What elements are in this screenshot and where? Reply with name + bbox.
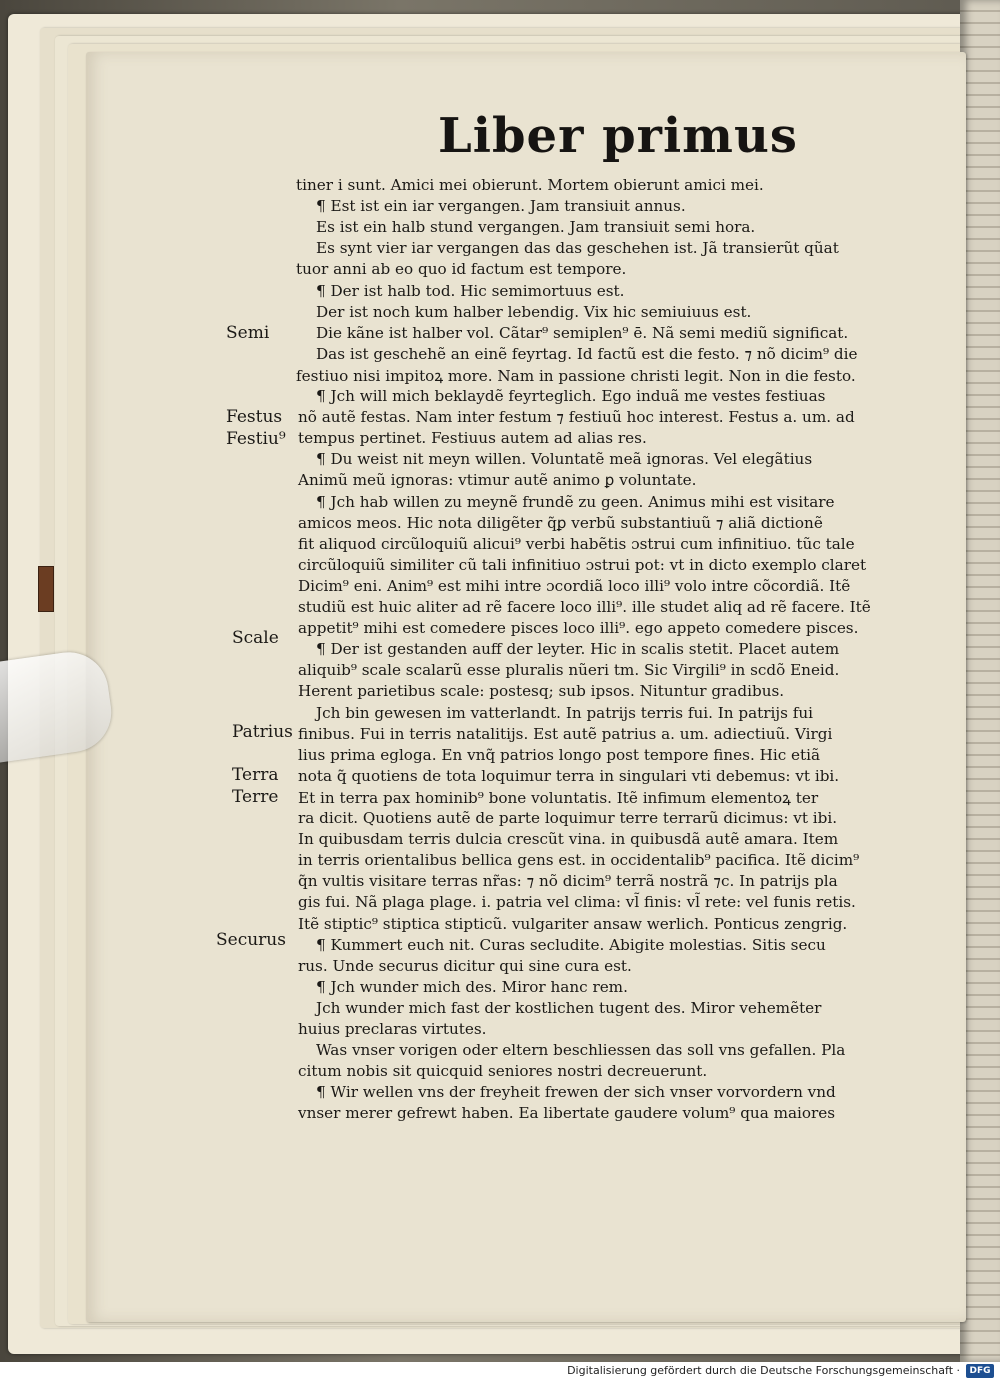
text-line: Itẽ stiptic⁹ stiptica stipticũ. vulgariter ansaw werlich. Ponticus zengrig. [298, 915, 848, 933]
text-line: tuor anni ab eo quo id factum est tempore. [296, 260, 627, 278]
text-line: gis fui. Nã plaga plage. i. patria vel clima: vl̃ finis: vl̃ rete: vel funis retis. [298, 893, 856, 911]
text-line: Es synt vier iar vergangen das das geschehen ist. Jã transierũt qũat [316, 239, 839, 257]
text-line: nõ autẽ festas. Nam inter festum ⁊ festiuũ hoc interest. Festus a. um. ad [298, 408, 855, 426]
dfg-logo: DFG [966, 1364, 994, 1378]
text-line: Et in terra pax hominib⁹ bone voluntatis. Itẽ infimum elementoꝝ ter [298, 789, 819, 807]
text-line: nota q̃ quotiens de tota loquimur terra in singulari vti debemus: vt ibi. [298, 767, 840, 785]
text-line: Dicim⁹ eni. Anim⁹ est mihi intre ɔcordiã loco illi⁹ volo intre cõcordiã. Itẽ [298, 577, 851, 595]
margin-note-semi: Semi [226, 323, 270, 343]
page-heading: Liber primus [438, 108, 798, 164]
text-line: ¶ Jch will mich beklaydẽ feyrteglich. Ego induã me vestes festiuas [316, 387, 826, 405]
text-line: Es ist ein halb stund vergangen. Jam transiuit semi hora. [316, 218, 756, 236]
margin-note-terra: Terra [232, 765, 279, 785]
text-line: amicos meos. Hic nota diligẽter q̃ꝑ verbũ substantiuũ ⁊ aliã dictionẽ [298, 514, 823, 532]
text-line: ¶ Du weist nit meyn willen. Voluntatẽ meã ignoras. Vel elegãtius [316, 450, 813, 468]
text-line: fit aliquod circũloquiũ alicui⁹ verbi habẽtis ɔstrui cum infinitiuo. tũc tale [298, 535, 855, 553]
text-line: finibus. Fui in terris natalitijs. Est autẽ patrius a. um. adiectiuũ. Virgi [298, 725, 833, 743]
text-line: studiũ est huic aliter ad rẽ facere loco illi⁹. ille studet aliq ad rẽ facere. Itẽ [298, 598, 871, 616]
text-line: ¶ Kummert euch nit. Curas secludite. Abigite molestias. Sitis secu [316, 936, 826, 954]
margin-note-securus: Securus [216, 930, 286, 950]
text-line: Das ist geschehẽ an einẽ feyrtag. Id factũ est die festo. ⁊ nõ dicim⁹ die [316, 345, 858, 363]
bookmark-tab [38, 566, 54, 612]
text-line: ¶ Jch hab willen zu meynẽ frundẽ zu geen. Animus mihi est visitare [316, 493, 835, 511]
footer [0, 1362, 1000, 1381]
footer-credit: Digitalisierung gefördert durch die Deutsche Forschungsgemeinschaft · [567, 1364, 960, 1377]
page [86, 52, 966, 1322]
text-line: Die kãne ist halber vol. Cãtar⁹ semiplen⁹ ē. Nã semi mediũ significat. [316, 324, 849, 342]
text-line: vnser merer gefrewt haben. Ea libertate gaudere volum⁹ qua maiores [298, 1104, 836, 1122]
text-line: ra dicit. Quotiens autẽ de parte loquimur terre terrarũ dicimus: vt ibi. [298, 809, 838, 827]
text-line: tempus pertinet. Festiuus autem ad alias res. [298, 429, 647, 447]
text-line: rus. Unde securus dicitur qui sine cura est. [298, 957, 632, 975]
text-line: ¶ Est ist ein iar vergangen. Jam transiuit annus. [316, 197, 686, 215]
text-line: appetit⁹ mihi est comedere pisces loco illi⁹. ego appeto comedere pisces. [298, 619, 859, 637]
text-line: festiuo nisi impitoꝝ more. Nam in passione christi legit. Non in die festo. [296, 367, 856, 385]
margin-note-festiuus: Festiu⁹ [226, 429, 286, 449]
text-line: q̃n vultis visitare terras nr̃as: ⁊ nõ dicim⁹ terrã nostrã ⁊c. In patrijs pla [298, 872, 838, 890]
text-line: ¶ Wir wellen vns der freyheit frewen der sich vnser vorvordern vnd [316, 1083, 836, 1101]
text-line: ¶ Jch wunder mich des. Miror hanc rem. [316, 978, 628, 996]
text-line: huius preclaras virtutes. [298, 1020, 487, 1038]
text-line: In quibusdam terris dulcia crescũt vina. in quibusdã autẽ amara. Item [298, 830, 839, 848]
text-line: Herent parietibus scale: postesq; sub ipsos. Nituntur gradibus. [298, 682, 785, 700]
margin-note-terre: Terre [232, 787, 279, 807]
text-line: ¶ Der ist halb tod. Hic semimortuus est. [316, 282, 625, 300]
text-line: lius prima egloga. En vnq̃ patrios longo post tempore fines. Hic etiã [298, 746, 821, 764]
margin-note-festus: Festus [226, 407, 283, 427]
book-spine [960, 0, 1000, 1362]
text-line: tiner i sunt. Amici mei obierunt. Mortem obierunt amici mei. [296, 176, 764, 194]
text-line: circũloquiũ similiter cũ tali infinitiuo ɔstrui pot: vt in dicto exemplo claret [298, 556, 867, 574]
margin-note-scale: Scale [232, 628, 279, 648]
text-line: aliquib⁹ scale scalarũ esse pluralis nũeri tm. Sic Virgili⁹ in scdõ Eneid. [298, 661, 840, 679]
text-line: citum nobis sit quicquid seniores nostri decreuerunt. [298, 1062, 708, 1080]
text-line: ¶ Der ist gestanden auff der leyter. Hic in scalis stetit. Placet autem [316, 640, 840, 658]
text-line: Animũ meũ ignoras: vtimur autẽ animo ꝑ voluntate. [298, 471, 697, 489]
margin-note-patrius: Patrius [232, 722, 293, 742]
text-line: in terris orientalibus bellica gens est. in occidentalib⁹ pacifica. Itẽ dicim⁹ [298, 851, 860, 869]
text-line: Jch bin gewesen im vatterlandt. In patrijs terris fui. In patrijs fui [316, 704, 813, 722]
text-line: Jch wunder mich fast der kostlichen tugent des. Miror vehemẽter [316, 999, 822, 1017]
text-line: Der ist noch kum halber lebendig. Vix hic semiuiuus est. [316, 303, 752, 321]
text-line: Was vnser vorigen oder eltern beschliessen das soll vns gefallen. Pla [316, 1041, 846, 1059]
